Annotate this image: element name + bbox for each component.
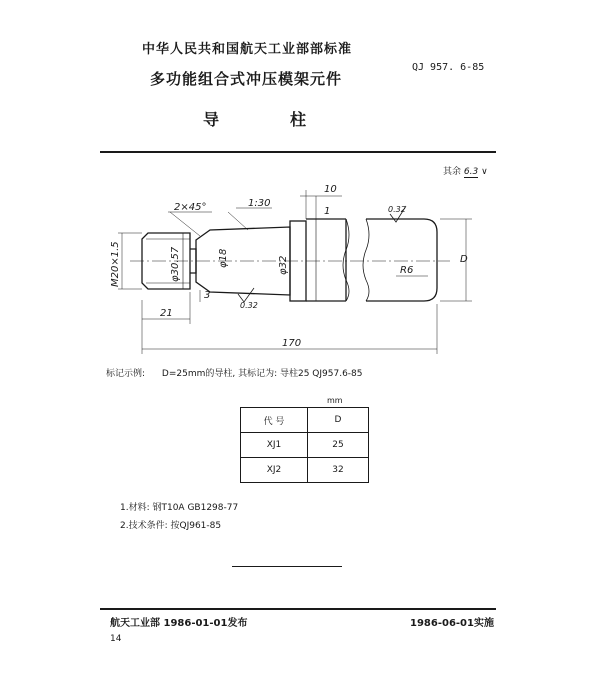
dia-neck-label: φ18 bbox=[218, 248, 229, 268]
rest-finish-label: 其余 bbox=[443, 167, 462, 177]
roughness-mark-2 bbox=[238, 288, 254, 302]
part-name-first-char: 导 bbox=[203, 110, 220, 129]
thread-label: M20×1.5 bbox=[110, 241, 121, 287]
page-number: 14 bbox=[110, 634, 122, 644]
table-header-row bbox=[241, 408, 369, 433]
end-rule bbox=[232, 566, 342, 567]
effective-date: 1986-06-01实施 bbox=[410, 618, 494, 629]
len-10-label: 10 bbox=[324, 184, 337, 195]
len-3-label: 3 bbox=[204, 290, 211, 301]
len-170-label: 170 bbox=[282, 338, 302, 349]
note-technical-conditions: 2.技术条件: 按QJ961-85 bbox=[120, 521, 222, 531]
note-material: 1.材料: 钢T10A GB1298-77 bbox=[120, 503, 239, 513]
body-outline bbox=[306, 219, 346, 301]
len-1-label: 1 bbox=[324, 206, 331, 217]
taper-label: 1:30 bbox=[248, 198, 271, 209]
footer-rule bbox=[100, 608, 496, 610]
rest-finish-value: 6.3 bbox=[463, 167, 479, 177]
marking-example-label: 标记示例: bbox=[106, 369, 146, 379]
chamfer-label: 2×45° bbox=[174, 202, 207, 213]
table-cell-code: XJ2 bbox=[241, 458, 308, 483]
radius-label: R6 bbox=[400, 265, 414, 276]
roughness-symbol-icon: ∨ bbox=[481, 167, 488, 177]
marking-example bbox=[106, 366, 363, 379]
table-row bbox=[241, 458, 369, 483]
dia-D-label: D bbox=[460, 254, 468, 265]
issue-date: 航天工业部 1986-01-01发布 bbox=[110, 618, 248, 629]
dia-thread-label: φ30.57 bbox=[170, 246, 181, 282]
roughness-value-2: 0.32 bbox=[240, 301, 258, 310]
table-row bbox=[241, 433, 369, 458]
body-right-outline bbox=[366, 219, 437, 301]
table-unit: mm bbox=[327, 396, 343, 405]
dimension-table bbox=[240, 407, 369, 483]
dia-body-label: φ32 bbox=[278, 255, 289, 275]
standard-title: 中华人民共和国航天工业部部标准 bbox=[142, 42, 353, 57]
table-header-D: D bbox=[308, 408, 369, 433]
roughness-value-1: 0.32 bbox=[388, 205, 406, 214]
len-21-label: 21 bbox=[160, 308, 173, 319]
table-cell-D: 25 bbox=[308, 433, 369, 458]
standard-code: QJ 957. 6-85 bbox=[412, 62, 485, 73]
table-cell-code: XJ1 bbox=[241, 433, 308, 458]
document-title: 多功能组合式冲压模架元件 bbox=[150, 70, 343, 88]
table-header-code: 代 号 bbox=[241, 408, 308, 433]
part-name-second-char: 柱 bbox=[290, 110, 307, 129]
table-cell-D: 32 bbox=[308, 458, 369, 483]
marking-example-text: D=25mm的导柱, 其标记为: 导柱25 QJ957.6-85 bbox=[161, 369, 363, 379]
